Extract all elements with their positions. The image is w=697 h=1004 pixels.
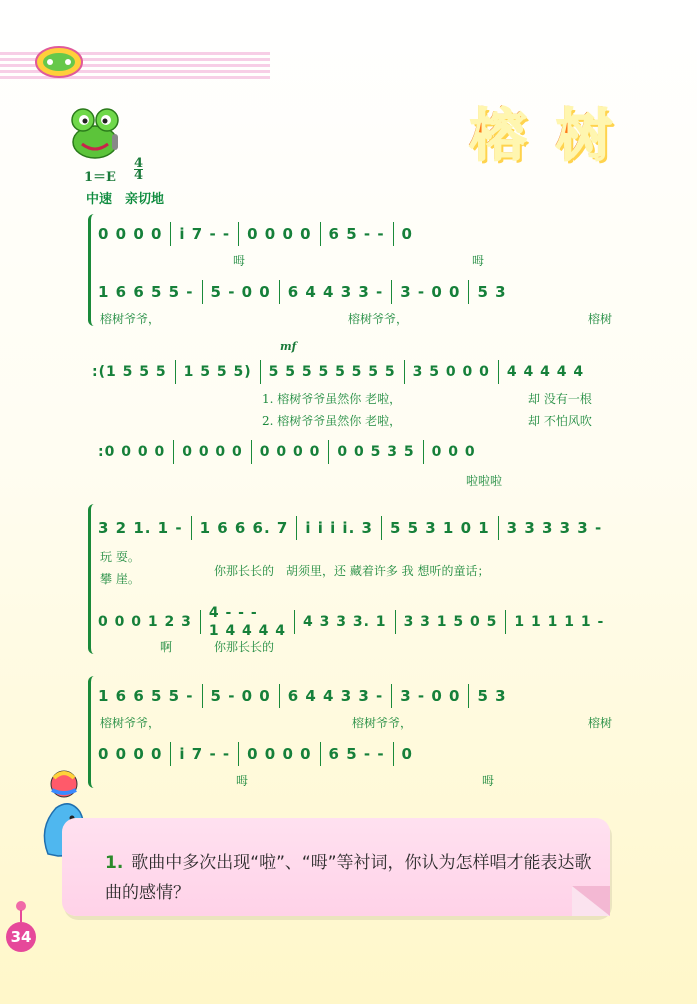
question-number: 1. [105, 853, 124, 873]
lyric: 榕树 [588, 716, 613, 730]
title-char-1: 榕 [470, 103, 526, 169]
dynamics-marking: mf [280, 340, 297, 353]
system-brace [88, 504, 97, 654]
page-number: 34 [6, 922, 36, 952]
lyric: 你那长长的 胡须里，还 藏着许多 我 想听的童话； [214, 564, 490, 578]
staff-line: 0 0 0 0 i 7 - - 0 0 0 0 6 5 - - 0 [98, 222, 618, 246]
staff-line: : 0 0 0 0 0 0 0 0 0 0 0 0 0 0 5 3 5 0 0 0 [98, 440, 618, 464]
lyric: 却 没有一根 [528, 392, 592, 406]
staff-line: 1 6 6 5 5 - 5 - 0 0 6 4 4 3 3 - 3 - 0 0 5 3 [98, 280, 618, 304]
lyric: 啦啦啦 [466, 474, 503, 488]
lyric: 榕树爷爷， [348, 312, 409, 326]
staff-line: 0 0 0 0 i 7 - - 0 0 0 0 6 5 - - 0 [98, 742, 618, 766]
staff-line: 0 0 0 1 2 3 4 - - - 1 4 4 4 4 4 3 3 3. 1 3 3 1 5 0 5 1 1 1 1 1 - [98, 605, 605, 639]
question-text-block [105, 848, 595, 908]
staff-line: : (1 5 5 5 1 5 5 5) 5 5 5 5 5 5 5 5 3 5 0 0 0 4 4 4 4 4 [92, 360, 622, 384]
question-text: 歌曲中多次出现“啦”、“呣”等衬词，你认为怎样唱才能表达歌曲的感情？ [105, 853, 592, 903]
lyric: 榕树爷爷， [100, 716, 161, 730]
key-signature: 1＝E [84, 170, 116, 185]
lyric: 呣 [482, 774, 495, 788]
tempo-marking: 中速 亲切地 [86, 192, 165, 207]
header-logo-icon [34, 44, 84, 80]
staff-line: 1 6 6 5 5 - 5 - 0 0 6 4 4 3 3 - 3 - 0 0 5 3 [98, 684, 618, 708]
lyric: 呣 [236, 774, 249, 788]
lyric: 2. 榕树爷爷虽然你 老啦， [262, 414, 402, 428]
staff-line: 3 2 1. 1 - 1 6 6 6. 7 i i i i. 3 5 5 3 1 0 1 3 3 3 3 3 - [98, 516, 623, 540]
frog-mascot-icon [64, 104, 126, 162]
lyric: 呣 [472, 254, 485, 268]
lyric: 啊 [160, 640, 173, 654]
flower-stem-icon [14, 900, 28, 922]
lyric: 你那长长的 [214, 640, 275, 654]
lyric: 攀 崖。 [100, 572, 140, 586]
lyric: 榕树爷爷， [100, 312, 161, 326]
time-signature: 4 4 [134, 156, 144, 183]
lyric: 玩 耍。 [100, 550, 140, 564]
title-char-2: 树 [556, 103, 612, 169]
lyric: 榕树爷爷， [352, 716, 413, 730]
system-brace [88, 214, 97, 326]
lyric: 呣 [233, 254, 246, 268]
lyric: 1. 榕树爷爷虽然你 老啦， [262, 392, 402, 406]
lyric: 却 不怕风吹 [528, 414, 592, 428]
lyric: 榕树 [588, 312, 613, 326]
